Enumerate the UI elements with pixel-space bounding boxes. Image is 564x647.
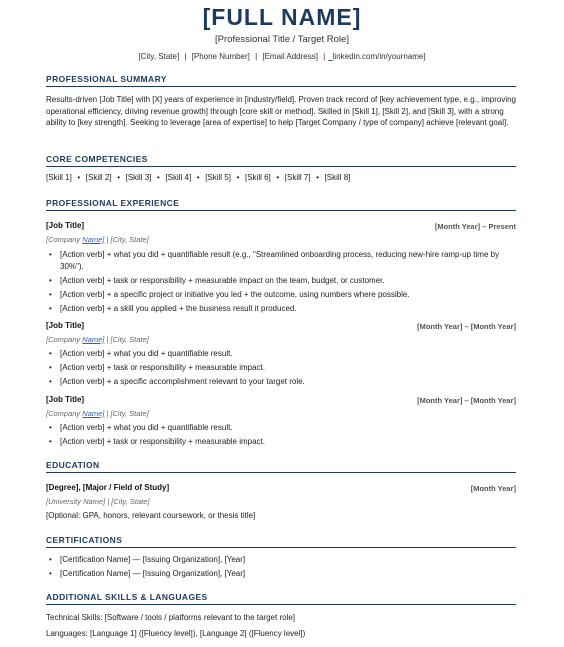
job-company: [Company Name] | [City, State] bbox=[46, 409, 149, 418]
skill-item: [Skill 5] bbox=[205, 173, 231, 182]
list-item: • [Certification Name] — [Issuing Organization], [Year] bbox=[46, 568, 516, 580]
contact-linkedin[interactable]: linkedin.com/in/yourname] bbox=[332, 52, 426, 61]
professional-title: [Professional Title / Target Role] bbox=[215, 34, 349, 45]
section-heading-competencies: CORE COMPETENCIES bbox=[46, 154, 516, 167]
contact-line: [City, State] | [Phone Number] | [Email Address] | ​_linkedin.com/in/yourname] bbox=[138, 52, 426, 61]
skill-item: [Skill 3] bbox=[125, 173, 152, 182]
job-company: [Company Name] | [City, State] bbox=[46, 335, 149, 344]
list-item: • [Action verb] + task or responsibility + measurable impact on the team, budget, or customer. bbox=[46, 275, 516, 287]
university: [University Name] | [City, State] bbox=[46, 497, 150, 506]
list-item: • [Certification Name] — [Issuing Organization], [Year] bbox=[46, 554, 516, 566]
list-item: • [Action verb] + what you did + quantifiable result (e.g., "Streamlined onboarding process, reducing new-hire ramp-up time by 30%"). bbox=[46, 249, 516, 272]
job-title: [Job Title] bbox=[46, 395, 85, 404]
skill-item: [Skill 6] bbox=[244, 173, 271, 182]
list-item: • [Action verb] + task or responsibility + measurable impact. bbox=[46, 362, 516, 374]
job-company: [Company Name] | [City, State] bbox=[46, 235, 149, 244]
list-item: • [Action verb] + a skill you applied + the business result it produced. bbox=[46, 303, 516, 315]
certification-list bbox=[46, 554, 516, 582]
list-item: • [Action verb] + what you did + quantifiable result. bbox=[46, 422, 516, 434]
skill-item: [Skill 4] bbox=[165, 173, 192, 182]
summary-text: Results-driven [Job Title] with [X] years of experience in [industry/field]. Proven track record of [key achievement type, e.g., improving operational efficiency, driving revenue growth] through [core skill or method]. Skilled in [Skill 1], [Skill 2], and [Skill 3], with a strong ability to [key strength]. Seeking to leverage [area of expertise] to help [Target Company / type of company] achieve [relevant goal]. bbox=[46, 95, 516, 127]
list-item: • [Action verb] + what you did + quantifiable result. bbox=[46, 348, 516, 360]
section-heading-additional: ADDITIONAL SKILLS & LANGUAGES bbox=[46, 592, 516, 605]
job-bullets bbox=[46, 348, 516, 390]
job-dates: [Month Year] – [Month Year] bbox=[417, 396, 516, 405]
education-date: [Month Year] bbox=[470, 484, 516, 493]
section-heading-summary: PROFESSIONAL SUMMARY bbox=[46, 74, 516, 87]
full-name: [FULL NAME] bbox=[202, 4, 362, 30]
skill-item: [Skill 2] bbox=[85, 173, 112, 182]
skill-item: [Skill 1] bbox=[46, 173, 72, 182]
skill-item: [Skill 7] bbox=[284, 173, 311, 182]
list-item: • [Action verb] + task or responsibility + measurable impact. bbox=[46, 436, 516, 448]
languages: Languages: [Language 1] ([Fluency level]), [Language 2] ([Fluency level]) bbox=[46, 629, 306, 638]
job-title: [Job Title] bbox=[46, 321, 85, 330]
contact-city: [City, State] bbox=[138, 52, 180, 61]
linkedin-link-mark: ​_ bbox=[328, 52, 333, 61]
section-heading-certifications: CERTIFICATIONS bbox=[46, 535, 516, 548]
section-heading-experience: PROFESSIONAL EXPERIENCE bbox=[46, 198, 516, 211]
job-bullets bbox=[46, 422, 516, 450]
section-heading-education: EDUCATION bbox=[46, 460, 516, 473]
degree: [Degree], [Major / Field of Study] bbox=[46, 483, 170, 492]
job-dates: [Month Year] – [Month Year] bbox=[417, 322, 516, 331]
education-optional: [Optional: GPA, honors, relevant coursework, or thesis title] bbox=[46, 511, 256, 520]
job-dates: [Month Year] – Present bbox=[434, 222, 516, 231]
skill-item: [Skill 8] bbox=[324, 173, 351, 182]
job-title: [Job Title] bbox=[46, 221, 85, 230]
technical-skills: Technical Skills: [Software / tools / platforms relevant to the target role] bbox=[46, 613, 295, 622]
skills-list: [Skill 1] • [Skill 2] • [Skill 3] • [Skill 4] • [Skill 5] • [Skill 6] • [Skill 7] • [Skill 8] bbox=[46, 173, 351, 182]
job-bullets bbox=[46, 249, 516, 317]
contact-email: [Email Address] bbox=[262, 52, 318, 61]
contact-phone: [Phone Number] bbox=[191, 52, 250, 61]
list-item: • [Action verb] + a specific project or initiative you led + the outcome, using numbers where possible. bbox=[46, 289, 516, 301]
list-item: • [Action verb] + a specific accomplishment relevant to your target role. bbox=[46, 376, 516, 388]
